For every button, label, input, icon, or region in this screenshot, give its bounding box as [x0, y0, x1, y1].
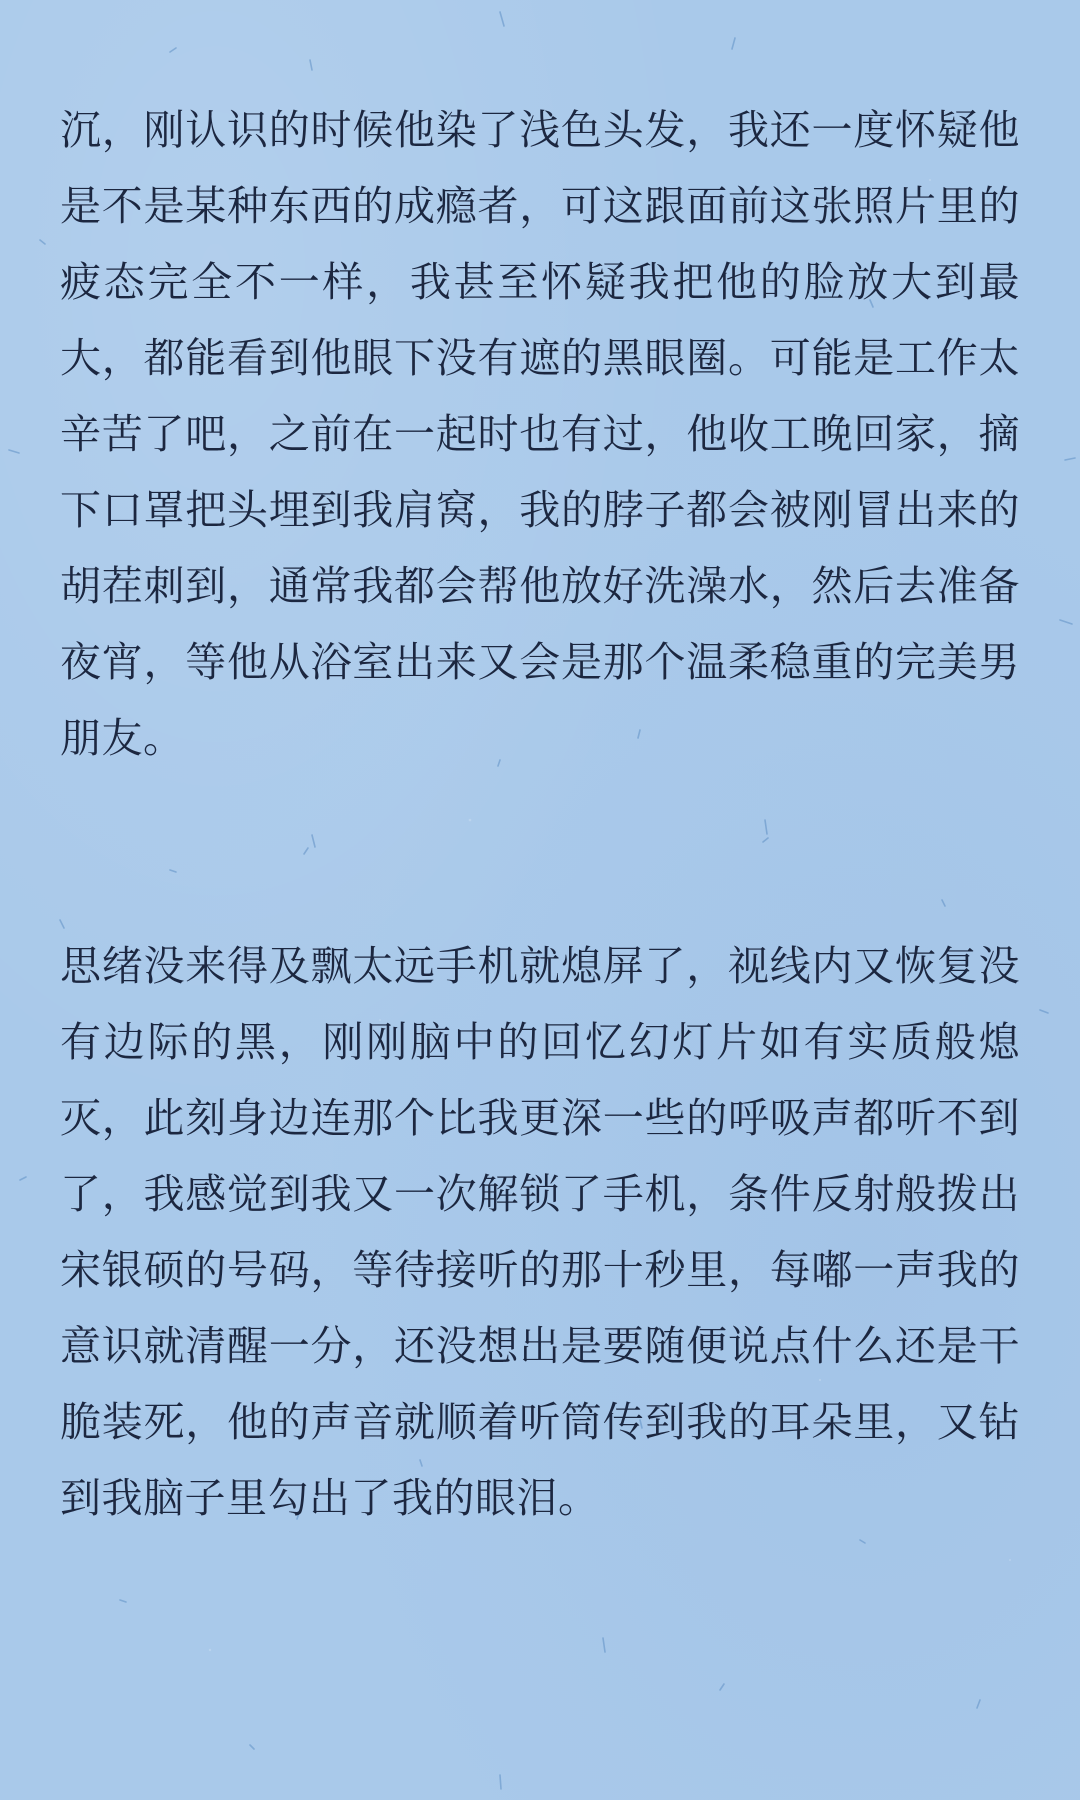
story-text-column	[60, 92, 1020, 1536]
story-paragraph-1: 沉，刚认识的时候他染了浅色头发，我还一度怀疑他是不是某种东西的成瘾者，可这跟面前这张照片里的疲态完全不一样，我甚至怀疑我把他的脸放大到最大，都能看到他眼下没有遮的黑眼圈。可能是工作太辛苦了吧，之前在一起时也有过，他收工晚回家，摘下口罩把头埋到我肩窝，我的脖子都会被刚冒出来的胡茬刺到，通常我都会帮他放好洗澡水，然后去准备夜宵，等他从浴室出来又会是那个温柔稳重的完美男朋友。	[60, 106, 1020, 762]
story-paragraph-2: 思绪没来得及飘太远手机就熄屏了，视线内又恢复没有边际的黑，刚刚脑中的回忆幻灯片如有实质般熄灭，此刻身边连那个比我更深一些的呼吸声都听不到了，我感觉到我又一次解锁了手机，条件反射般拨出宋银硕的号码，等待接听的那十秒里，每嘟一声我的意识就清醒一分，还没想出是要随便说点什么还是干脆装死，他的声音就顺着听筒传到我的耳朵里，又钻到我脑子里勾出了我的眼泪。	[60, 942, 1020, 1522]
